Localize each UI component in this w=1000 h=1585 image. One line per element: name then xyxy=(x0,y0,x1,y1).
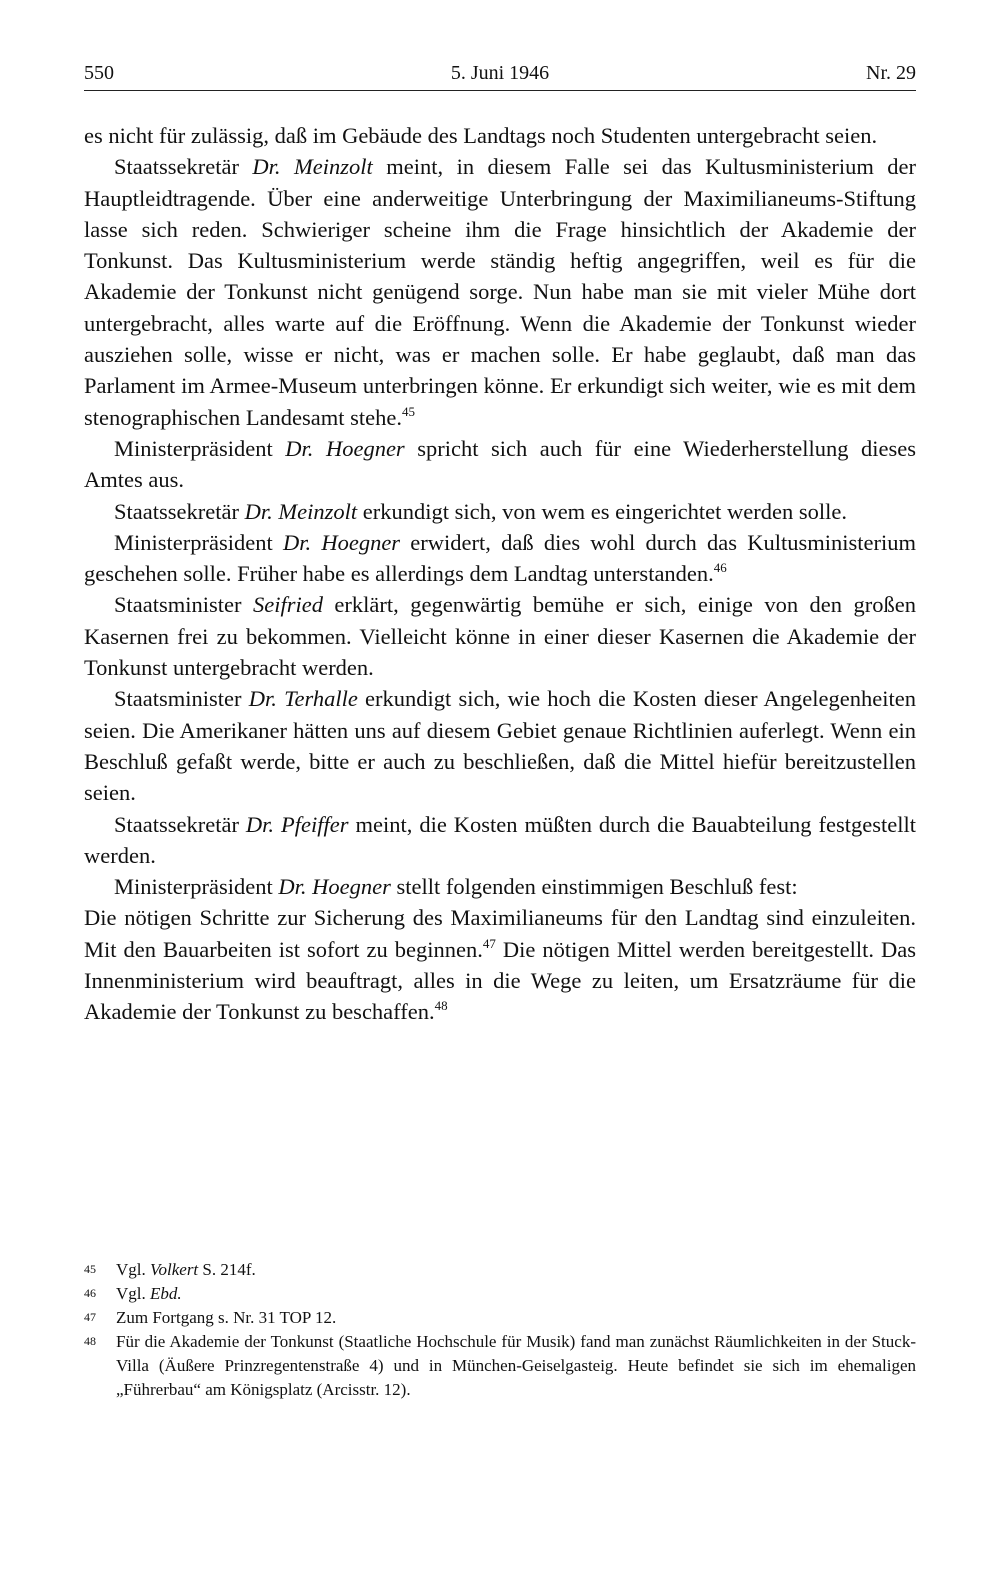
page-number: 550 xyxy=(84,62,114,84)
footnote-47: 47 Zum Fortgang s. Nr. 31 TOP 12. xyxy=(84,1308,337,1327)
footnote-ref: 45 xyxy=(402,403,416,419)
speaker-name: Pfeiffer xyxy=(281,811,349,837)
speaker-name: Hoegner xyxy=(312,874,391,900)
footnote-ref: 46 xyxy=(713,560,727,576)
paragraph: Staatssekretär Dr. Pfeiffer meint, die Kosten müßten durch die Bauabteilung festgestellt werden. xyxy=(84,811,916,868)
footnote-48: 48 Für die Akademie der Tonkunst (Staatliche Hochschule für Musik) fand man zunächst Räumlichkeiten in der Stuck-Villa (Äußere Prinzregentenstraße 4) und in München-Geiselgasteig. Heute befindet sie sich im ehemaligen „Führerbau“ am Königsplatz (Arcisstr. 12). xyxy=(84,1332,916,1399)
speaker-name: Terhalle xyxy=(284,686,358,712)
speaker-dr: Dr. xyxy=(244,498,279,524)
page-date: 5. Juni 1946 xyxy=(450,62,550,84)
speaker-dr: Dr. xyxy=(248,686,285,712)
page-header xyxy=(84,58,916,91)
speaker-name: Meinzolt xyxy=(294,154,373,180)
paragraph: Ministerpräsident Dr. Hoegner stellt folgenden einstimmigen Beschluß fest: xyxy=(114,874,798,900)
speaker-name: Meinzolt xyxy=(278,498,358,524)
main-text xyxy=(84,120,916,1028)
paragraph: Staatsminister Dr. Terhalle erkundigt sich, wie hoch die Kosten dieser Angelegenheiten seien. Die Amerikaner hätten uns auf diesem Gebiet genaue Richtlinien auferlegt. Wenn ein Beschluß gefaßt werde, bitte er auch zu beschließen, daß die Mittel hiefür bereitzustellen seien. xyxy=(84,686,916,806)
footnote-46: 46 Vgl. Ebd. xyxy=(84,1284,182,1303)
paragraph: Ministerpräsident Dr. Hoegner erwidert, daß dies wohl durch das Kultusministerium geschehen solle. Früher habe es allerdings dem Landtag unterstanden.$^{46}$ xyxy=(84,529,916,587)
resolution-text: Die nötigen Schritte zur Sicherung des Maximilianeums für den Landtag sind einzuleiten. Mit den Bauarbeiten ist sofort zu beginnen.$^{47}$ Die nötigen Mittel werden bereitgestellt. Das Innenministerium wird beauftragt, alles in die Wege zu leiten, um Ersatzräume für die Akademie der Tonkunst zu beschaffen.$^{48}$ xyxy=(84,905,916,1025)
footnotes xyxy=(84,1258,916,1402)
issue-number: Nr. 29 xyxy=(866,62,916,84)
paragraph: Staatssekretär Dr. Meinzolt meint, in diesem Falle sei das Kultusministerium der Hauptleidtragende. Über eine anderweitige Unterbringung der Maximilianeums-Stiftung lasse sich reden. Schwieriger scheine ihm die Frage hinsichtlich der Akademie der Tonkunst. Das Kultusministerium werde ständig heftig angegriffen, weil es für die Akademie der Tonkunst nicht genügend sorge. Nun habe man sie mit vieler Mühe dort untergebracht, alles warte auf die Eröffnung. Wenn die Akademie der Tonkunst wieder ausziehen solle, wisse er nicht, was er machen solle. Er habe geglaubt, daß man das Parlament im Armee-Museum unterbringen könne. Er erkundigt sich weiter, wie es mit dem stenographischen Landesamt stehe.$^{45}$ xyxy=(84,154,917,430)
speaker-dr: Dr. xyxy=(282,529,322,555)
footnote-ref: 48 xyxy=(434,998,448,1014)
paragraph: Staatssekretär Dr. Meinzolt erkundigt sich, von wem es eingerichtet werden solle. xyxy=(114,498,847,524)
footnote-ref: 47 xyxy=(482,935,496,951)
paragraph: Staatsminister Seifried erklärt, gegenwärtig bemühe er sich, einige von den großen Kasernen frei zu bekommen. Vielleicht könne in einer dieser Kasernen die Akademie der Tonkunst untergebracht werden. xyxy=(84,592,916,681)
speaker-dr: Dr. xyxy=(285,435,326,461)
speaker-name: Hoegner xyxy=(325,435,405,461)
paragraph: Ministerpräsident Dr. Hoegner spricht sich auch für eine Wiederherstellung dieses Amtes aus. xyxy=(84,435,916,493)
footnote-45: 45 Vgl. Volkert S. 214f. xyxy=(84,1260,256,1279)
paragraph: es nicht für zulässig, daß im Gebäude des Landtags noch Studenten untergebracht seien. xyxy=(84,123,878,148)
speaker-dr: Dr. xyxy=(252,154,295,180)
speaker-dr: Dr. xyxy=(278,874,313,900)
speaker-dr: Dr. xyxy=(245,811,282,837)
speaker-name: Seifried xyxy=(252,592,323,618)
speaker-name: Hoegner xyxy=(321,529,401,555)
